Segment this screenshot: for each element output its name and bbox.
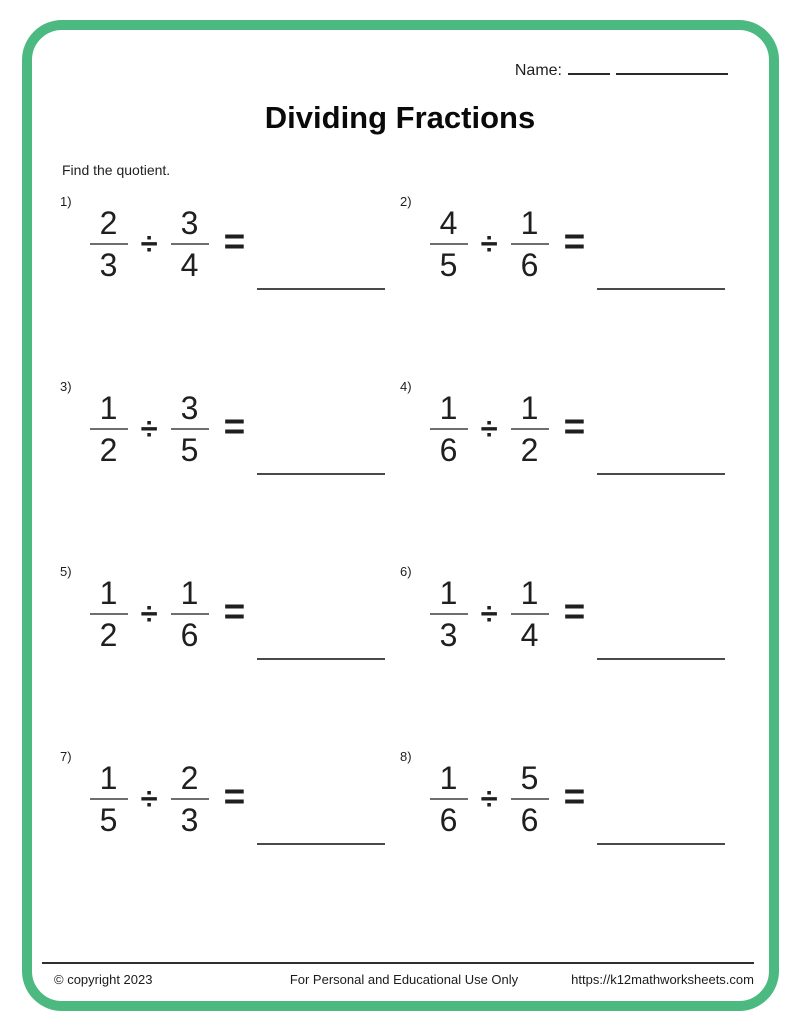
divide-sign: ÷ — [480, 781, 498, 816]
divide-sign: ÷ — [140, 411, 158, 446]
divisor-fraction — [171, 761, 209, 837]
numerator: 3 — [180, 205, 199, 241]
name-label: Name: — [514, 62, 562, 79]
copyright-text: © copyright 2023 — [54, 972, 153, 987]
dividend-fraction — [430, 206, 468, 282]
problem-number: 8) — [400, 749, 412, 764]
instruction-text: Find the quotient. — [62, 162, 171, 178]
denominator: 3 — [180, 802, 199, 838]
fraction-bar — [171, 428, 209, 430]
fraction-bar — [90, 798, 128, 800]
denominator: 4 — [520, 617, 539, 653]
problem-2 — [400, 196, 740, 292]
fraction-bar — [511, 798, 549, 800]
problem-3 — [60, 381, 400, 477]
divisor-fraction — [171, 206, 209, 282]
problem-8 — [400, 751, 740, 847]
fraction-bar — [90, 243, 128, 245]
divisor-fraction — [511, 576, 549, 652]
fraction-bar — [511, 428, 549, 430]
answer-blank[interactable] — [597, 473, 725, 475]
dividend-fraction — [90, 576, 128, 652]
fraction-bar — [171, 798, 209, 800]
divisor-fraction — [511, 391, 549, 467]
answer-blank[interactable] — [257, 658, 385, 660]
denominator: 6 — [439, 802, 458, 838]
numerator: 1 — [439, 390, 458, 426]
problem-number: 7) — [60, 749, 72, 764]
denominator: 3 — [99, 247, 118, 283]
equals-sign: = — [563, 591, 586, 632]
denominator: 3 — [439, 617, 458, 653]
problem-1 — [60, 196, 400, 292]
numerator: 5 — [520, 760, 539, 796]
fraction-bar — [90, 613, 128, 615]
divide-sign: ÷ — [480, 596, 498, 631]
answer-blank[interactable] — [257, 473, 385, 475]
dividend-fraction — [430, 391, 468, 467]
divisor-fraction — [171, 391, 209, 467]
fraction-bar — [171, 243, 209, 245]
dividend-fraction — [90, 761, 128, 837]
numerator: 2 — [180, 760, 199, 796]
equals-sign: = — [563, 776, 586, 817]
problem-4 — [400, 381, 740, 477]
name-blank-long[interactable] — [616, 60, 728, 75]
denominator: 5 — [99, 802, 118, 838]
divisor-fraction — [511, 761, 549, 837]
site-url: https://k12mathworksheets.com — [571, 972, 754, 987]
divide-sign: ÷ — [140, 596, 158, 631]
numerator: 1 — [99, 575, 118, 611]
name-row — [515, 60, 728, 80]
divide-sign: ÷ — [140, 781, 158, 816]
problem-number: 2) — [400, 194, 412, 209]
fraction-bar — [430, 428, 468, 430]
equals-sign: = — [223, 221, 246, 262]
problem-7 — [60, 751, 400, 847]
numerator: 2 — [99, 205, 118, 241]
denominator: 6 — [520, 802, 539, 838]
problem-6 — [400, 566, 740, 662]
footer — [42, 962, 754, 987]
dividend-fraction — [430, 761, 468, 837]
answer-blank[interactable] — [257, 843, 385, 845]
denominator: 5 — [180, 432, 199, 468]
equals-sign: = — [563, 406, 586, 447]
answer-blank[interactable] — [597, 843, 725, 845]
fraction-bar — [430, 243, 468, 245]
divide-sign: ÷ — [480, 226, 498, 261]
denominator: 6 — [520, 247, 539, 283]
problem-5 — [60, 566, 400, 662]
denominator: 5 — [439, 247, 458, 283]
numerator: 1 — [520, 205, 539, 241]
denominator: 6 — [180, 617, 199, 653]
fraction-bar — [90, 428, 128, 430]
numerator: 1 — [520, 575, 539, 611]
numerator: 1 — [520, 390, 539, 426]
answer-blank[interactable] — [257, 288, 385, 290]
divide-sign: ÷ — [140, 226, 158, 261]
equals-sign: = — [563, 221, 586, 262]
divisor-fraction — [171, 576, 209, 652]
numerator: 1 — [439, 575, 458, 611]
divisor-fraction — [511, 206, 549, 282]
denominator: 2 — [520, 432, 539, 468]
numerator: 3 — [180, 390, 199, 426]
usage-text: For Personal and Educational Use Only — [289, 972, 519, 987]
denominator: 2 — [99, 432, 118, 468]
answer-blank[interactable] — [597, 288, 725, 290]
fraction-bar — [171, 613, 209, 615]
problems-grid — [60, 196, 740, 936]
numerator: 1 — [180, 575, 199, 611]
fraction-bar — [430, 798, 468, 800]
numerator: 1 — [439, 760, 458, 796]
denominator: 6 — [439, 432, 458, 468]
problem-number: 1) — [60, 194, 72, 209]
problem-number: 6) — [400, 564, 412, 579]
dividend-fraction — [90, 391, 128, 467]
dividend-fraction — [90, 206, 128, 282]
numerator: 1 — [99, 760, 118, 796]
denominator: 2 — [99, 617, 118, 653]
fraction-bar — [511, 243, 549, 245]
name-blank[interactable] — [568, 60, 610, 75]
problem-number: 5) — [60, 564, 72, 579]
answer-blank[interactable] — [597, 658, 725, 660]
equals-sign: = — [223, 776, 246, 817]
fraction-bar — [430, 613, 468, 615]
dividend-fraction — [430, 576, 468, 652]
equals-sign: = — [223, 406, 246, 447]
fraction-bar — [511, 613, 549, 615]
numerator: 1 — [99, 390, 118, 426]
problem-number: 3) — [60, 379, 72, 394]
numerator: 4 — [439, 205, 458, 241]
problem-number: 4) — [400, 379, 412, 394]
denominator: 4 — [180, 247, 199, 283]
divide-sign: ÷ — [480, 411, 498, 446]
equals-sign: = — [223, 591, 246, 632]
page-title: Dividing Fractions — [264, 100, 536, 135]
